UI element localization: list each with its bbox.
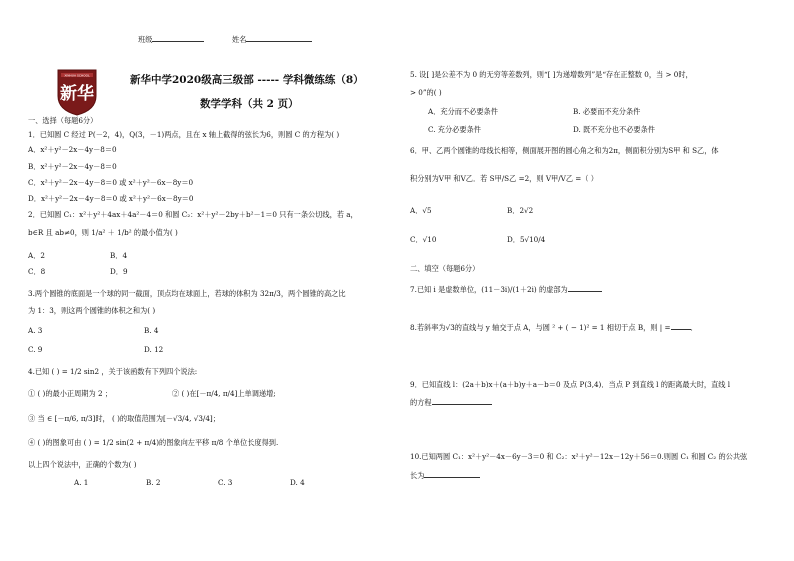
q1-option-d[interactable]: D．x²＋y²－2x－4y－8＝0 或 x²＋y²－6x－8y＝0	[28, 194, 194, 203]
q1-stem: 1．已知圆 C 经过 P(－2，4)，Q(3，－1)两点，且在 x 轴上截得的弦长为6，则圆 C 的方程为( )	[28, 130, 340, 139]
q4-option-d[interactable]: D. 4	[290, 478, 305, 487]
q5-option-b[interactable]: B. 必要而不充分条件	[573, 107, 641, 116]
logo-text: 新华	[60, 84, 94, 104]
q10-answer-blank[interactable]	[424, 470, 480, 478]
q5-option-d[interactable]: D. 既不充分也不必要条件	[573, 125, 655, 134]
q7-answer-blank[interactable]	[568, 284, 602, 292]
q9-answer-blank[interactable]	[432, 397, 492, 405]
q10-stem-line1: 10.已知两圆 C₁：x²＋y²－4x－6y－3＝0 和 C₂：x²＋y²－12x－12y＋56＝0.则圆 C₁ 和圆 C₂ 的公共弦	[410, 452, 748, 461]
q4-option-a[interactable]: A. 1	[74, 478, 89, 487]
q2-option-b[interactable]: B．4	[110, 251, 128, 260]
q4-statement-3: ③ 当 ∈ [－π/6, π/3]时， ( )的取值范围为[－√3/4, √3/4]；	[28, 414, 220, 423]
q6-stem-line2: 积分别为V甲 和V乙．若 S甲/S乙 =2，则 V甲/V乙 =（ ）	[410, 174, 598, 183]
q4-statement-1: ① ( )的最小正周期为 2 ；	[28, 389, 113, 398]
q7-line	[410, 284, 602, 295]
class-label: 班级	[138, 34, 204, 45]
q7-stem: 7.已知 i 是虚数单位，(11－3i)/(1＋2i) 的虚部为	[410, 285, 568, 294]
q6-option-a[interactable]: A．√5	[410, 206, 432, 215]
q3-option-d[interactable]: D. 12	[144, 345, 164, 354]
q4-option-c[interactable]: C. 3	[218, 478, 233, 487]
q6-stem-line1: 6．甲、乙两个圆锥的母线长相等，侧面展开图的圆心角之和为2π，侧面积分别为S甲 和 S乙，体	[410, 146, 719, 155]
school-logo-icon	[52, 66, 102, 116]
q6-option-d[interactable]: D．5√10/4	[507, 235, 546, 244]
q2-stem-line1: 2．已知圆 C₁：x²＋y²＋4ax＋4a²－4＝0 和圆 C₂：x²＋y²－2by＋b²－1＝0 只有一条公切线，若 a，	[28, 210, 358, 219]
page-subtitle: 数学学科（共 2 页）	[200, 98, 299, 110]
q3-option-b[interactable]: B. 4	[144, 326, 159, 335]
logo-seal-text: XINHUA SCHOOL	[64, 73, 90, 78]
q4-statement-2: ② ( )在[－π/4, π/4]上单调递增;	[172, 389, 276, 398]
q6-option-b[interactable]: B．2√2	[507, 206, 534, 215]
q2-option-c[interactable]: C．8	[28, 267, 46, 276]
q3-stem-line2: 为 1：3，则这两个圆锥的体积之和为( )	[28, 306, 156, 315]
q5-option-a[interactable]: A．充分而不必要条件	[428, 107, 498, 116]
q1-option-c[interactable]: C．x²＋y²－2x－4y－8＝0 或 x²＋y²－6x－8y＝0	[28, 178, 194, 187]
q2-stem-line2: b∈R 且 ab≠0，则 1/a² ＋ 1/b² 的最小值为( )	[28, 228, 178, 237]
q5-stem-line1: 5. 设[ ]是公差不为 0 的无穷等差数列，则“[ ]为递增数列”是“存在正整数 0，当 > 0时，	[410, 70, 693, 79]
q1-option-a[interactable]: A．x²＋y²－2x－4y－8＝0	[28, 145, 117, 154]
q4-option-b[interactable]: B. 2	[146, 478, 161, 487]
q6-option-c[interactable]: C．√10	[410, 235, 437, 244]
q8-line	[410, 322, 698, 333]
page-title: 新华中学2020级高三级部 ----- 学科微练练（8）	[130, 74, 364, 86]
q3-stem-line1: 3.两个圆锥的底面是一个球的同一截面，顶点均在球面上，若球的体积为 32π/3，两个圆锥的高之比	[28, 289, 346, 298]
q5-stem-line2: > 0”的( )	[410, 88, 442, 97]
q9-stem-line1: 9．已知直线 l：(2a＋b)x＋(a＋b)y＋a－b＝0 及点 P(3,4)．当点 P 到直线 l 的距离最大时，直线 l	[410, 380, 731, 389]
q9-line2	[410, 397, 492, 408]
q9-stem-line2: 的方程	[410, 398, 432, 407]
class-blank[interactable]	[152, 34, 204, 42]
name-blank[interactable]	[246, 34, 312, 42]
section2-heading: 二、填空（每题6分）	[410, 264, 480, 273]
q8-stem: 8.若斜率为√3的直线与 y 轴交于点 A，与圆 ² + ( − 1)² = 1 相切于点 B，则 | =	[410, 323, 671, 332]
section1-heading: 一、选择（每题6分）	[28, 116, 98, 125]
q1-option-b[interactable]: B．x²＋y²－2x－4y－8＝0	[28, 162, 117, 171]
q2-option-a[interactable]: A．2	[28, 251, 45, 260]
name-label: 姓名	[232, 34, 312, 45]
q10-stem-line2: 长为	[410, 471, 425, 480]
q4-ask: 以上四个说法中，正确的个数为( )	[28, 460, 137, 469]
q2-option-d[interactable]: D．9	[110, 267, 128, 276]
q5-option-c[interactable]: C. 充分必要条件	[428, 125, 481, 134]
q8-answer-blank[interactable]	[671, 322, 691, 330]
q3-option-a[interactable]: A. 3	[28, 326, 43, 335]
q3-option-c[interactable]: C. 9	[28, 345, 43, 354]
q10-line2	[410, 470, 480, 481]
q4-stem: 4.已知 ( ) = 1/2 sin2 ，关于该函数有下列四个说法:	[28, 367, 198, 376]
q4-statement-4: ④ ( )的图象可由 ( ) = 1/2 sin(2 + π/4)的图象向左平移 π/8 个单位长度得到.	[28, 438, 279, 447]
q8-tail: ．	[690, 323, 698, 332]
